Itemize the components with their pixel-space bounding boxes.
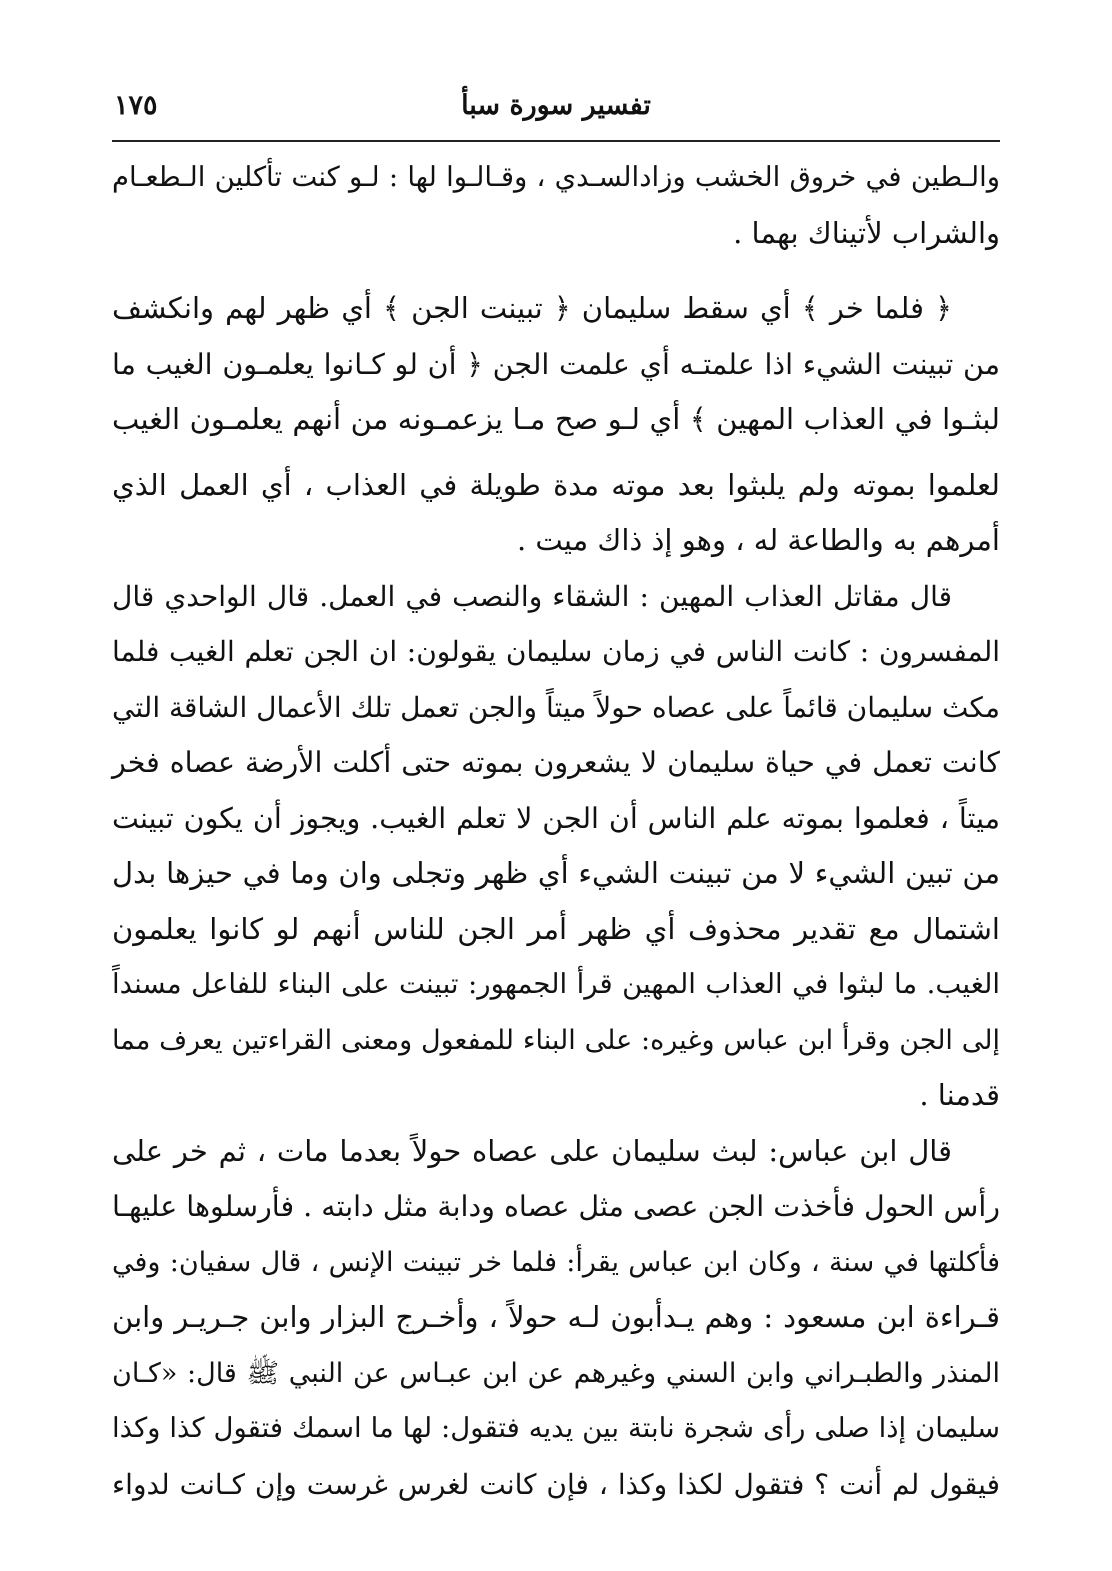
text-line: لبثـوا في العذاب المهين ﴾ أي لـو صح مـا يزعمـونه من أنهم يعلمـون الغيب	[112, 402, 1000, 436]
text-line: الغيب. ما لبثوا في العذاب المهين قرأ الجمهور: تبينت على البناء للفاعل مسنداً	[112, 968, 1000, 1000]
text-line: قال ابن عباس: لبث سليمان على عصاه حولاً بعدما مات ، ثم خر على	[112, 1133, 952, 1168]
text-line: مكث سليمان قائماً على عصاه حولاً ميتاً والجن تعمل تلك الأعمال الشاقة التي	[112, 690, 1000, 724]
text-line: قـراءة ابن مسعود : وهم يـدأبون لـه حولاً ، وأخـرج البزار وابن جـريـر وابن	[112, 1300, 1000, 1334]
text-line: إلى الجن وقرأ ابن عباس وغيره: على البناء للمفعول ومعنى القراءتين يعرف مما	[112, 1024, 1000, 1056]
paragraph	[112, 569, 1000, 1124]
page-header	[112, 86, 1000, 134]
paragraph	[112, 1124, 1000, 1513]
text-line: ميتاً ، فعلموا بموته علم الناس أن الجن لا تعلم الغيب. ويجوز أن يكون تبينت	[112, 801, 1000, 835]
text-line: أمرهم به والطاعة له ، وهو إذ ذاك ميت .	[517, 523, 1000, 557]
text-line: قال مقاتل العذاب المهين : الشقاء والنصب في العمل. قال الواحدي قال	[112, 579, 952, 613]
paragraph	[112, 281, 1000, 448]
text-line: المنذر والطبـراني وابن السني وغيرهم عن ابن عبـاس عن النبي ﷺ قال: «كـان	[112, 1357, 1000, 1389]
text-line: سليمان إذا صلى رأى شجرة نابتة بين يديه فتقول: لها ما اسمك فتقول كذا وكذا	[112, 1412, 1000, 1444]
paragraph-gap	[112, 261, 1000, 281]
text-line: والـطين في خروق الخشب وزادالسـدي ، وقـالـوا لها : لـو كنت تأكلين الـطعـام	[112, 161, 1000, 193]
text-line: لعلموا بموته ولم يلبثوا بعد موته مدة طويلة في العذاب ، أي العمل الذي	[112, 467, 1000, 502]
running-title: تفسير سورة سبأ	[461, 90, 651, 121]
header-divider	[112, 140, 1000, 142]
paragraph-gap	[112, 448, 1000, 458]
text-line: فيقول لم أنت ؟ فتقول لكذا وكذا ، فإن كانت لغرس غرست وإن كـانت لدواء	[112, 1467, 1000, 1501]
text-line: والشراب لأتيناك بهما .	[733, 215, 1000, 250]
text-line: كانت تعمل في حياة سليمان لا يشعرون بموته حتى أكلت الأرضة عصاه فخر	[112, 746, 1000, 779]
text-line: من تبينت الشيء اذا علمتـه أي علمت الجن ﴿ أن لو كـانوا يعلمـون الغيب ما	[112, 347, 1000, 381]
paragraph	[112, 458, 1000, 569]
text-line: المفسرون : كانت الناس في زمان سليمان يقولون: ان الجن تعلم الغيب فلما	[112, 635, 1000, 668]
text-line: ﴿ فلما خر ﴾ أي سقط سليمان ﴿ تبينت الجن ﴾ أي ظهر لهم وانكشف	[112, 291, 952, 325]
text-line: اشتمال مع تقدير محذوف أي ظهر أمر الجن للناس أنهم لو كانوا يعلمون	[112, 911, 1000, 946]
text-line: رأس الحول فأخذت الجن عصى مثل عصاه ودابة مثل دابته . فأرسلوها عليهـا	[112, 1190, 1000, 1223]
page-number: ١٧٥	[114, 90, 158, 121]
body-text	[112, 150, 1000, 1512]
paragraph	[112, 150, 1000, 261]
text-line: قدمنا .	[919, 1078, 1000, 1112]
text-line: من تبين الشيء لا من تبينت الشيء أي ظهر وتجلى وان وما في حيزها بدل	[112, 856, 1000, 890]
text-line: فأكلتها في سنة ، وكان ابن عباس يقرأ: فلما خر تبينت الإنس ، قال سفيان: وفي	[112, 1246, 1000, 1278]
